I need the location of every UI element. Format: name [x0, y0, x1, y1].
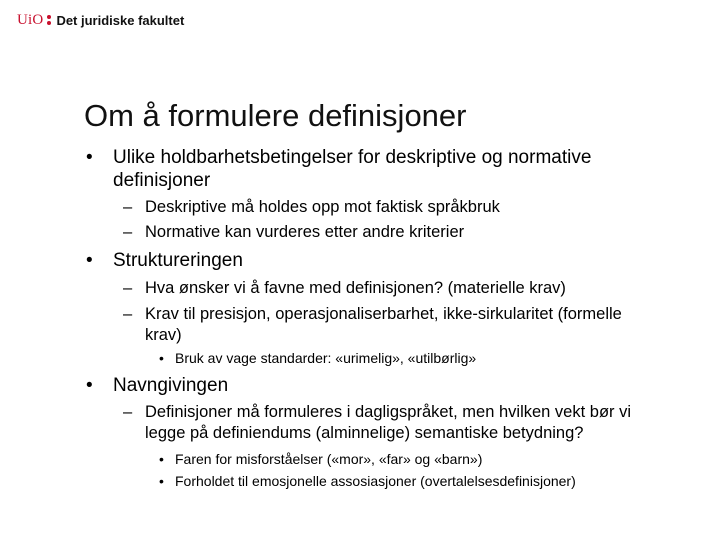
- bullet-line: Definisjoner må formuleres i dagligspråket, men hvilken vekt bør vi: [145, 403, 632, 421]
- dash-marker: –: [123, 198, 133, 216]
- bullet-line: Normative kan vurderes etter andre kriterier: [145, 223, 465, 241]
- bullet-line: Ulike holdbarhetsbetingelser for deskriptive og normative: [113, 147, 592, 168]
- bullet-line: Krav til presisjon, operasjonaliserbarhet, ikke-sirkularitet (formelle: [145, 305, 622, 323]
- bullet-line: Struktureringen: [113, 250, 243, 271]
- dash-marker: –: [123, 223, 133, 241]
- header: [17, 9, 184, 31]
- dash-marker: –: [123, 305, 133, 323]
- bullet-marker: •: [159, 473, 164, 489]
- bullet-line: krav): [145, 326, 182, 344]
- logo-separator-icon: [47, 14, 51, 26]
- sub-bullet-item: [123, 278, 566, 299]
- slide-title: Om å formulere definisjoner: [84, 98, 467, 133]
- sub-sub-bullet-item: [159, 349, 477, 367]
- faculty-name: Det juridiske fakultet: [56, 12, 185, 28]
- bullet-line: definisjoner: [113, 169, 211, 191]
- bullet-marker: •: [159, 451, 164, 467]
- sub-sub-bullet-item: [159, 472, 576, 490]
- dash-marker: –: [123, 279, 133, 297]
- bullet-item: [86, 250, 243, 273]
- sub-bullet-item: [123, 402, 632, 444]
- bullet-item: [86, 147, 592, 192]
- uio-logo: UiO: [17, 11, 44, 28]
- bullet-line: Forholdet til emosjonelle assosiasjoner (overtalelsesdefinisjoner): [175, 473, 576, 489]
- dash-marker: –: [123, 403, 133, 421]
- bullet-marker: •: [159, 350, 164, 366]
- bullet-line: legge på definiendums (alminnelige) semantiske betydning?: [145, 424, 584, 442]
- bullet-marker: •: [86, 147, 93, 168]
- sub-bullet-item: [123, 222, 465, 243]
- bullet-line: Deskriptive må holdes opp mot faktisk språkbruk: [145, 198, 500, 216]
- bullet-marker: •: [86, 250, 93, 271]
- sub-bullet-item: [123, 197, 500, 218]
- bullet-line: Hva ønsker vi å favne med definisjonen? (materielle krav): [145, 279, 566, 297]
- bullet-marker: •: [86, 375, 93, 396]
- sub-bullet-item: [123, 304, 622, 346]
- bullet-line: Bruk av vage standarder: «urimelig», «utilbørlig»: [175, 350, 477, 366]
- sub-sub-bullet-item: [159, 450, 483, 468]
- bullet-line: Faren for misforståelser («mor», «far» og «barn»): [175, 451, 483, 467]
- bullet-line: Navngivingen: [113, 375, 229, 396]
- bullet-item: [86, 375, 229, 398]
